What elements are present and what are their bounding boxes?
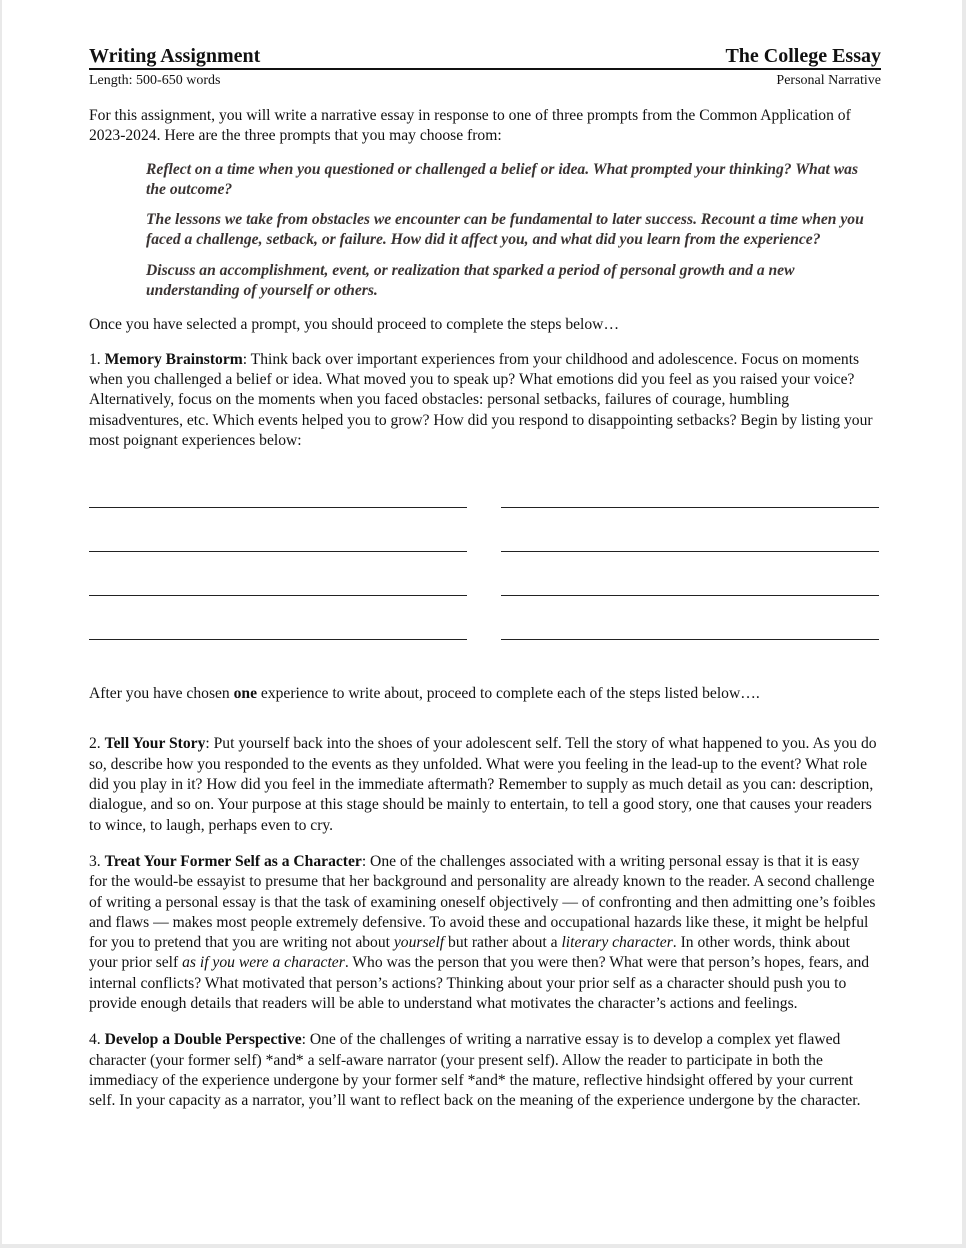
answer-line[interactable] (501, 552, 879, 596)
answer-line[interactable] (89, 552, 467, 596)
intro-paragraph: For this assignment, you will write a narrative essay in response to one of three prompts from the Common Application of 2023-2024. Here are the three prompts that you may choose from: (89, 107, 851, 145)
once-selected-text: Once you have selected a prompt, you should proceed to complete the steps below… (89, 316, 620, 334)
answer-line[interactable] (501, 508, 879, 552)
prompt-item: Reflect on a time when you questioned or challenged a belief or idea. What prompted your thinking? What was the outcome? (146, 160, 859, 198)
assignment-title: Writing Assignment (89, 45, 261, 67)
step-text: : One of the challenges associated with a writing personal essay is that it is easy for the would-be essayist to presume that her background and personality are already known to the reader. A second challenge of writing a personal essay is that the task of examining oneself objectively — of confronting and then admitting one’s foibles and flaws — makes most people extremely defensive. To avoid these and occupational hazards like these, it might be helpful for you to pretend that you are writing not about (89, 852, 876, 952)
step-title: Memory Brainstorm (104, 350, 243, 368)
step-title: Treat Your Former Self as a Character (104, 852, 362, 870)
header (89, 42, 881, 70)
step-number: 3. (89, 852, 105, 870)
answer-line[interactable] (89, 596, 467, 640)
after-text-start: After you have chosen (89, 685, 234, 703)
step-text: : Put yourself back into the shoes of your adolescent self. Tell the story of what happened to you. As you do so, describe how you responded to the events as they unfolded. What were you feeling in the lead-up to the event? What role did you play in it? How did you feel in the immediate aftermath? Remember to supply as much detail as you can: description, dialogue, and so on. Your purpose at this stage should be mainly to entertain, to tell a good story, one that causes your readers to wince, to laugh, perhaps even to cry. (89, 735, 877, 834)
step-text: . Who was the person that you were then? What were that person’s hopes, fears, and internal conflicts? What motivated that person’s actions? Thinking about your prior self as a character should push you to provide enough details that readers will be able to understand what motivates the character’s actions and feelings. (89, 954, 870, 1013)
step-number: 2. (89, 735, 105, 753)
brainstorm-answer-lines (89, 464, 881, 640)
step-text: . In other words, think about your prior self (89, 934, 850, 972)
step-double-perspective (89, 1030, 881, 1111)
prompt-list (146, 160, 881, 302)
step-number: 4. (89, 1031, 105, 1049)
step-emphasis: yourself (393, 934, 445, 952)
answer-line[interactable] (89, 508, 467, 552)
step-treat-former-self (89, 852, 881, 1014)
after-chosen-text (89, 684, 881, 704)
step-emphasis: as if you were a character (182, 954, 345, 972)
step-title: Develop a Double Perspective (104, 1031, 302, 1049)
step-memory-brainstorm (89, 350, 881, 451)
after-text-bold: one (233, 685, 258, 703)
genre-label: Personal Narrative (776, 73, 881, 88)
document-content (89, 42, 881, 1112)
step-text: but rather about a (444, 934, 562, 952)
prompt-item: The lessons we take from obstacles we encounter can be fundamental to later success. Recount a time when you faced a challenge, setback, or failure. How did it affect you, and what did you learn from the experience? (146, 211, 864, 249)
answer-line[interactable] (89, 464, 467, 508)
document-page (2, 0, 962, 1244)
step-text: : One of the challenges of writing a narrative essay is to develop a complex yet flawed character (your former self) *and* a self-aware narrator (your present self). Allow the reader to participate in both the immediacy of the experience undergone by your former self *and* the mature, reflective hindsight offered by your current self. In your capacity as a narrator, you’ll want to reflect back on the meaning of the experience undergone by the character. (89, 1031, 861, 1110)
answer-line[interactable] (501, 464, 879, 508)
step-title: Tell Your Story (104, 735, 206, 753)
subheader (89, 72, 881, 90)
step-emphasis: literary character (561, 934, 673, 952)
step-number: 1. (89, 350, 105, 368)
step-text: : Think back over important experiences from your childhood and adolescence. Focus on moments when you challenged a belief or idea. What moved you to speak up? What emotions did you feel as you raised your voice? Alternatively, focus on the moments when you faced obstacles: personal setbacks, failures of courage, humbling misadventures, etc. Which events helped you to grow? How did you respond to disappointing setbacks? Begin by listing your most poignant experiences below: (89, 350, 873, 449)
prompt-item: Discuss an accomplishment, event, or realization that sparked a period of personal growth and a new understanding of yourself or others. (146, 261, 795, 300)
step-tell-your-story (89, 734, 881, 835)
after-text-end: experience to write about, proceed to complete each of the steps listed below…. (257, 685, 760, 703)
answer-line[interactable] (501, 596, 879, 640)
length-label: Length: 500-650 words (89, 73, 221, 88)
essay-title: The College Essay (725, 45, 881, 67)
